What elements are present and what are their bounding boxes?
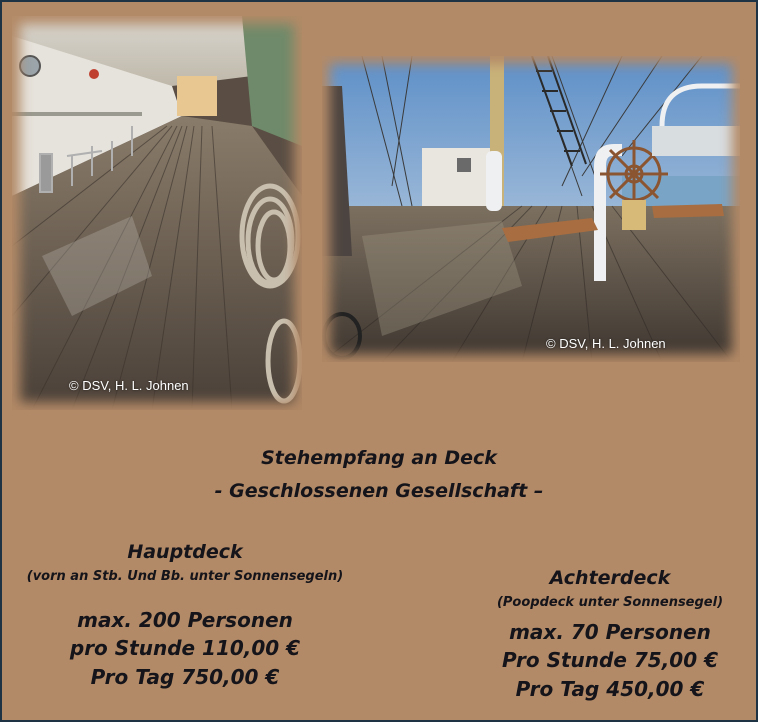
hauptdeck-note: (vorn an Stb. Und Bb. unter Sonnensegeln) <box>26 569 344 584</box>
achterdeck-price-day: Pro Tag 450,00 € <box>515 677 705 701</box>
poop-deck-photo <box>322 56 740 362</box>
hauptdeck-price-day: Pro Tag 750,00 € <box>90 665 280 689</box>
achterdeck-note: (Poopdeck unter Sonnensegel) <box>496 595 724 610</box>
page-title: Stehempfang an Deck <box>261 447 497 469</box>
hauptdeck-heading: Hauptdeck <box>127 541 243 563</box>
page-subtitle: - Geschlossenen Gesellschaft – <box>214 480 544 502</box>
achterdeck-price-hour: Pro Stunde 75,00 € <box>501 648 719 672</box>
achterdeck-capacity: max. 70 Personen <box>509 620 711 644</box>
main-deck-photo <box>12 16 302 410</box>
photo-credit: © DSV, H. L. Johnen <box>546 336 666 351</box>
photo-credit: © DSV, H. L. Johnen <box>69 378 189 393</box>
achterdeck-heading: Achterdeck <box>549 567 671 589</box>
hauptdeck-capacity: max. 200 Personen <box>77 608 293 632</box>
hauptdeck-price-hour: pro Stunde 110,00 € <box>69 636 301 660</box>
